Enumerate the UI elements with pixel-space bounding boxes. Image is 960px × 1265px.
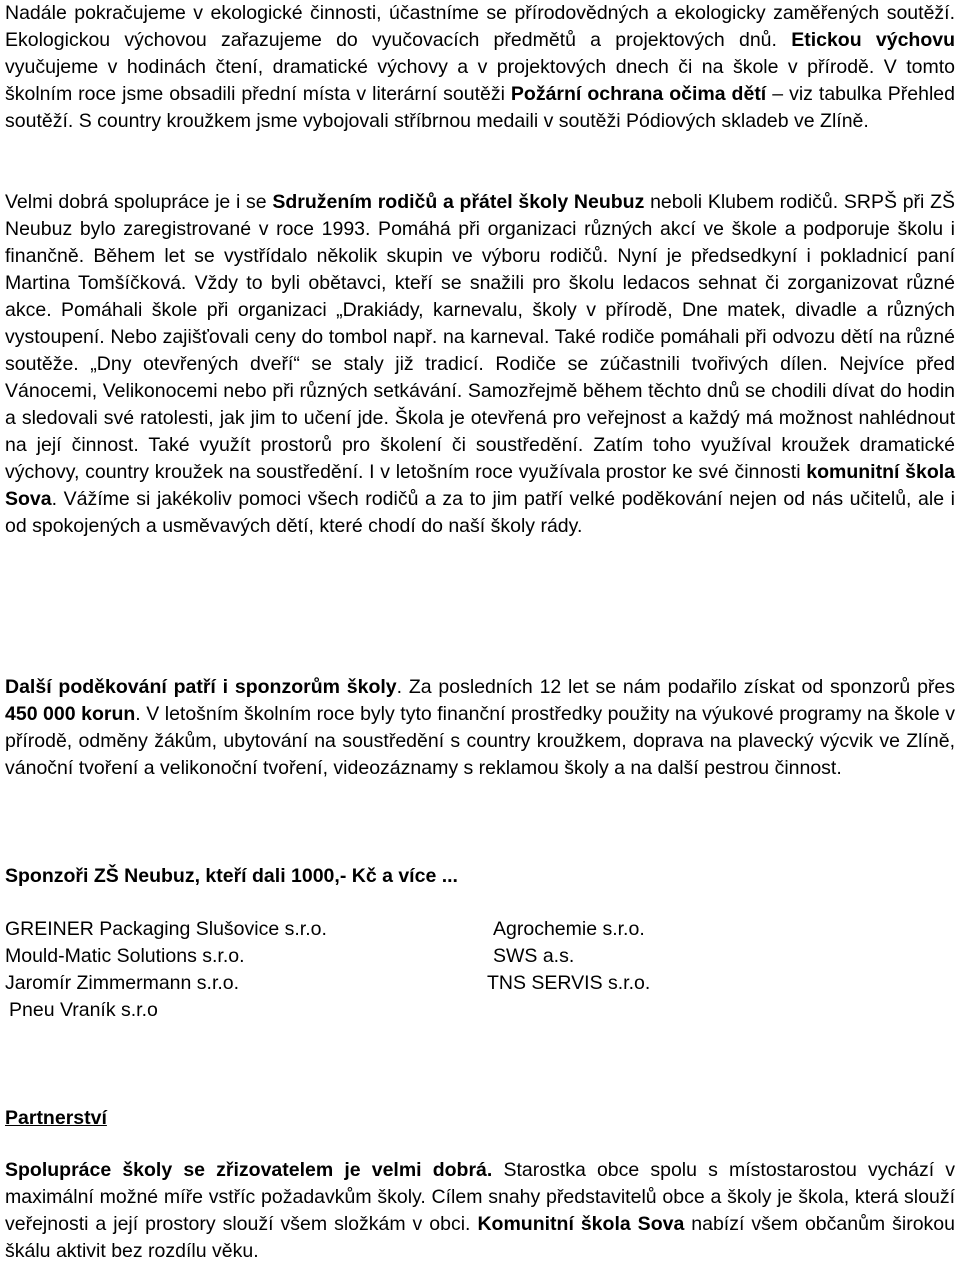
thanks-lead-bold: Další poděkování patří i sponzorům školy — [5, 676, 397, 698]
sponsor-left-4: Pneu Vraník s.r.o — [9, 999, 158, 1021]
sponsors-thanks-paragraph — [5, 674, 955, 782]
partnership-paragraph — [5, 1157, 955, 1265]
parents-text-2: neboli Klubem rodičů. SRPŠ při ZŠ Neubuz bylo zaregistrované v roce 1993. Pomáhá při organizaci různých akcí ve škole a podporuje školu i finančně. Během let se vystřídalo několik skupin ve výboru rodičů. Nyní je předsedkyní i pokladnicí paní Martina Tomšíčková. Vždy to byli obětavci, kteří se snažili pro školu ledacos sehnat či zorganizovat různé akce. Pomáhali škole při organizaci „Drakiády, karnevalu, školy v přírodě, Dne matek, divadle a různých vystoupení. Nebo zajišťovali ceny do tombol např. na karneval. Také rodiče pomáhali při odvozu dětí na různé soutěže. „Dny otevřených dveří“ se staly již tradicí. Rodiče se zúčastnili tvořivých dílen. Nejvíce před Vánocemi, Velikonocemi nebo při různých setkávání. Samozřejmě během těchto dnů se chodili dívat do hodin a sledovali své ratolesti, jak jim to učení jde. Škola je otevřená pro veřejnost a každý má možnost nahlédnout na její činnost. Také využít prostorů pro školení či soustředění. Zatím toho využíval kroužek dramatické výchovy, country kroužek na soustředění. I v letošním roce využívala prostor ke své činnosti — [5, 191, 955, 483]
sponsor-left-1: GREINER Packaging Slušovice s.r.o. — [5, 918, 327, 940]
competition-name-bold: Požární ochrana očima dětí — [510, 83, 767, 105]
partnership-lead-bold: Spolupráce školy se zřizovatelem je velmi dobrá. — [5, 1159, 493, 1181]
sponsor-right-1: Agrochemie s.r.o. — [493, 918, 645, 940]
sponsor-amount-bold: 450 000 korun — [5, 703, 136, 725]
activities-text-2: vyučujeme v hodinách čtení, dramatické výchovy a v projektových dnech či na škole v přírodě. V tomto školním roce jsme obsadili přední místa v literární soutěži — [5, 56, 955, 105]
sponsor-right-3: TNS SERVIS s.r.o. — [487, 972, 651, 994]
thanks-text-2: . V letošním školním roce byly tyto finanční prostředky použity na výukové programy na škole v přírodě, odměny žákům, ubytování na soustředění s country kroužkem, doprava na plavecký výcvik ve Zlíně, vánoční tvoření a velikonoční tvoření, videozáznamy s reklamou školy a na další pestrou činnost. — [5, 703, 956, 779]
parents-text-3: . Vážíme si jakékoliv pomoci všech rodičů a za to jim patří velké poděkování nejen od nás učitelů, ale i od spokojených a usměvavých dětí, které chodí do naší školy rády. — [5, 488, 955, 537]
thanks-text-1: . Za posledních 12 let se nám podařilo získat od sponzorů přes — [396, 676, 956, 698]
sponsors-heading: Sponzoři ZŠ Neubuz, kteří dali 1000,- Kč a více ... — [5, 865, 458, 887]
parents-text-1: Velmi dobrá spolupráce je i se — [5, 191, 273, 213]
parents-paragraph — [5, 189, 955, 540]
community-school-bold: komunitní škola Sova — [5, 461, 955, 510]
community-school-name-bold: Komunitní škola Sova — [477, 1213, 685, 1235]
sponsor-right-2: SWS a.s. — [493, 945, 575, 967]
partnership-heading: Partnerství — [5, 1107, 107, 1129]
ethics-education-bold: Etickou výchovu — [791, 29, 955, 51]
activities-text-3: – viz tabulka Přehled soutěží. S country kroužkem jsme vybojovali stříbrnou medaili v soutěži Pódiových skladeb ve Zlíně. — [5, 83, 955, 132]
partnership-text-1: Starostka obce spolu s místostarostou vychází v maximální možné míře vstříc požadavkům školy. Cílem snahy představitelů obce a školy je škola, která slouží veřejnosti a její prostory slouží všem složkám v obci. — [5, 1159, 956, 1235]
activities-text-1: Nadále pokračujeme v ekologické činnosti, účastníme se přírodovědných a ekologicky zaměřených soutěží. Ekologickou výchovou zařazujeme do vyučovacích předmětů a projektových dnů. — [5, 2, 955, 51]
sponsor-left-2: Mould-Matic Solutions s.r.o. — [5, 945, 245, 967]
sponsor-left-3: Jaromír Zimmermann s.r.o. — [5, 972, 240, 994]
parents-association-bold: Sdružením rodičů a přátel školy Neubuz — [272, 191, 645, 213]
activities-paragraph — [5, 0, 955, 135]
sponsors-list — [5, 916, 945, 1026]
partnership-text-2: nabízí všem občanům širokou škálu aktivit bez rozdílu věku. — [5, 1213, 955, 1262]
